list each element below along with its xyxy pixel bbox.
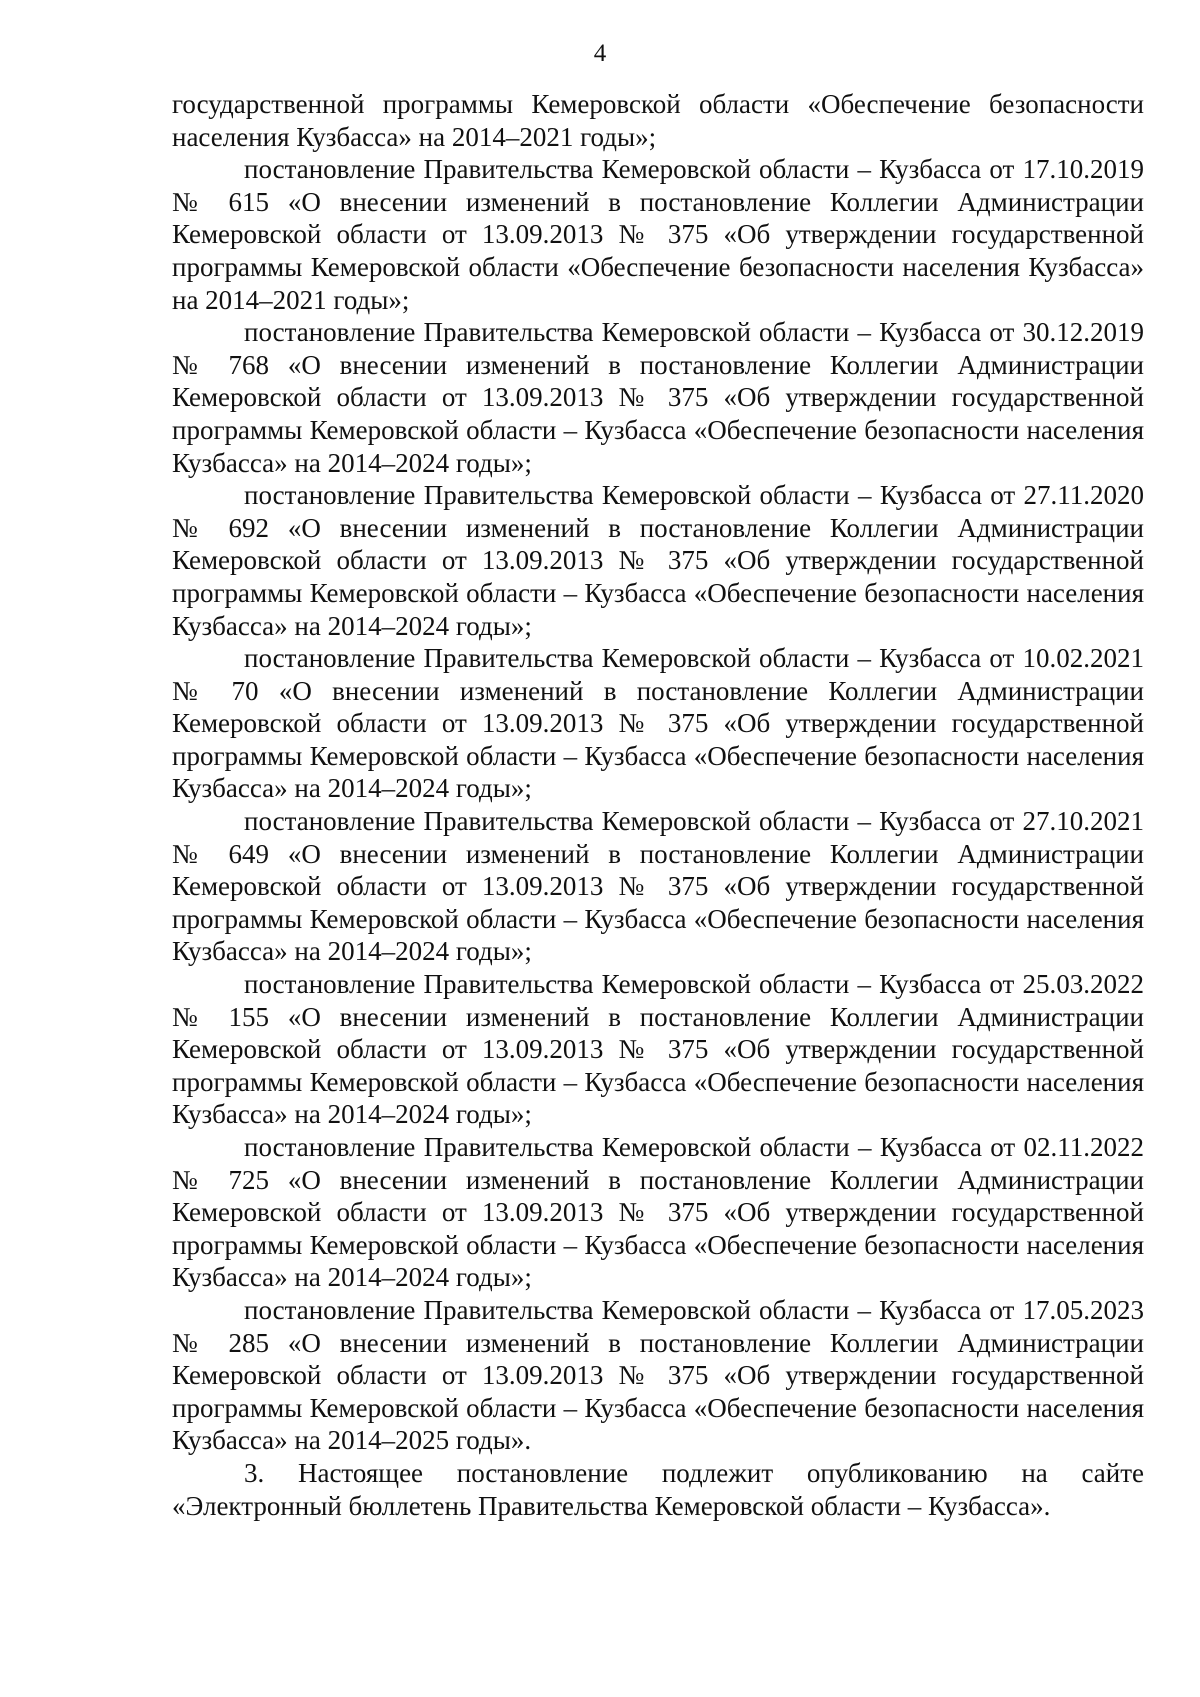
- paragraph-resolution-2021-10-27: постановление Правительства Кемеровской области – Кузбасса от 27.10.2021 № 649 «О внесении изменений в постановление Коллегии Администрации Кемеровской области от 13.09.2013 № 375 «Об утверждении государственной программы Кемеровской области – Кузбасса «Обеспечение безопасности населения Кузбасса» на 2014–2024 годы»;: [172, 806, 1144, 967]
- paragraph-resolution-2019-12-30: постановление Правительства Кемеровской области – Кузбасса от 30.12.2019 № 768 «О внесении изменений в постановление Коллегии Администрации Кемеровской области от 13.09.2013 № 375 «Об утверждении государственной программы Кемеровской области – Кузбасса «Обеспечение безопасности населения Кузбасса» на 2014–2024 годы»;: [172, 317, 1144, 478]
- paragraph-resolution-2022-11-02: постановление Правительства Кемеровской области – Кузбасса от 02.11.2022 № 725 «О внесении изменений в постановление Коллегии Администрации Кемеровской области от 13.09.2013 № 375 «Об утверждении государственной программы Кемеровской области – Кузбасса «Обеспечение безопасности населения Кузбасса» на 2014–2024 годы»;: [172, 1132, 1144, 1293]
- document-body: [172, 88, 1144, 1522]
- paragraph-resolution-2022-03-25: постановление Правительства Кемеровской области – Кузбасса от 25.03.2022 № 155 «О внесении изменений в постановление Коллегии Администрации Кемеровской области от 13.09.2013 № 375 «Об утверждении государственной программы Кемеровской области – Кузбасса «Обеспечение безопасности населения Кузбасса» на 2014–2024 годы»;: [172, 969, 1144, 1130]
- page-number: 4: [593, 40, 607, 67]
- paragraph-resolution-2019-10-17: постановление Правительства Кемеровской области – Кузбасса от 17.10.2019 № 615 «О внесении изменений в постановление Коллегии Администрации Кемеровской области от 13.09.2013 № 375 «Об утверждении государственной программы Кемеровской области «Обеспечение безопасности населения Кузбасса» на 2014–2021 годы»;: [172, 154, 1144, 315]
- paragraph-publication-clause: 3. Настоящее постановление подлежит опубликованию на сайте «Электронный бюллетень Правительства Кемеровской области – Кузбасса».: [172, 1457, 1144, 1521]
- paragraph-resolution-2021-02-10: постановление Правительства Кемеровской области – Кузбасса от 10.02.2021 № 70 «О внесении изменений в постановление Коллегии Администрации Кемеровской области от 13.09.2013 № 375 «Об утверждении государственной программы Кемеровской области – Кузбасса «Обеспечение безопасности населения Кузбасса» на 2014–2024 годы»;: [172, 643, 1144, 804]
- paragraph-resolution-2023-05-17: постановление Правительства Кемеровской области – Кузбасса от 17.05.2023 № 285 «О внесении изменений в постановление Коллегии Администрации Кемеровской области от 13.09.2013 № 375 «Об утверждении государственной программы Кемеровской области – Кузбасса «Обеспечение безопасности населения Кузбасса» на 2014–2025 годы».: [172, 1294, 1144, 1456]
- paragraph-resolution-2020-11-27: постановление Правительства Кемеровской области – Кузбасса от 27.11.2020 № 692 «О внесении изменений в постановление Коллегии Администрации Кемеровской области от 13.09.2013 № 375 «Об утверждении государственной программы Кемеровской области – Кузбасса «Обеспечение безопасности населения Кузбасса» на 2014–2024 годы»;: [172, 480, 1144, 641]
- paragraph-continuation: государственной программы Кемеровской области «Обеспечение безопасности населения Кузбасса» на 2014–2021 годы»;: [172, 89, 1144, 152]
